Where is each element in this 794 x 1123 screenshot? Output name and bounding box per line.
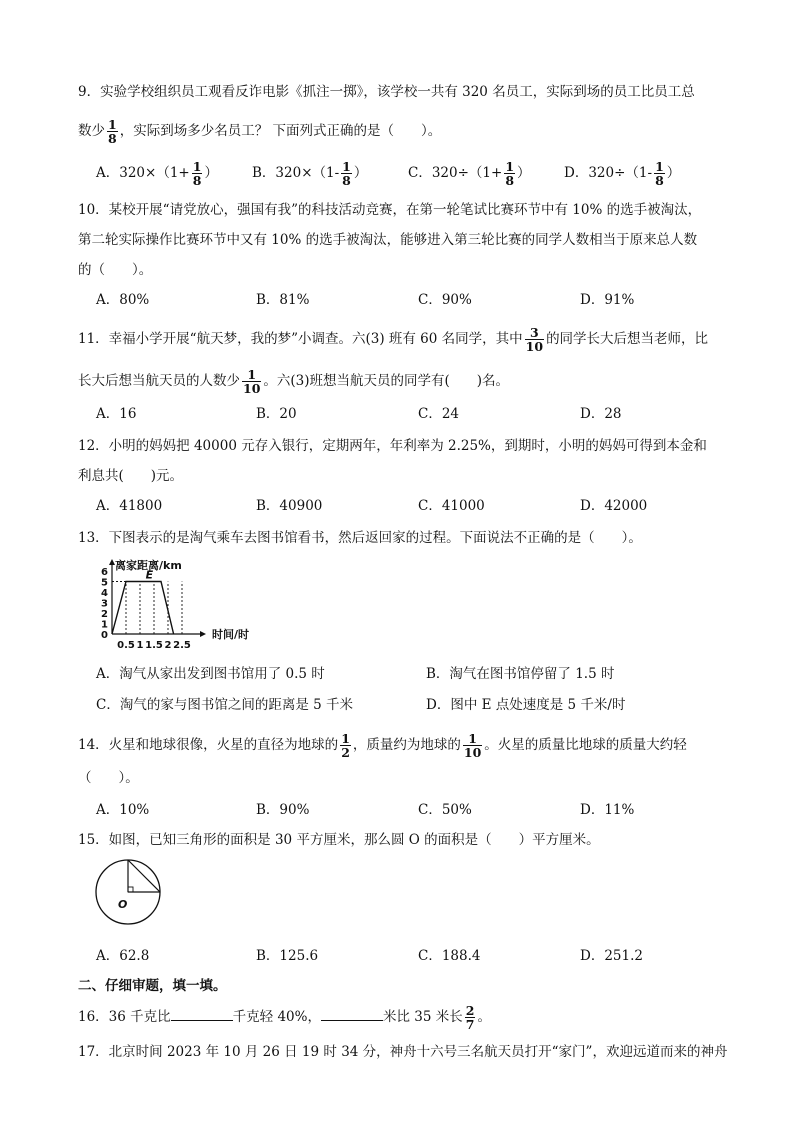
q14-line1: 14．火星和地球很像，火星的直径为地球的 $\frac{1}{2}$ ，质量约为地球的 $\frac{1}{10}$ 。火星的质量比地球的质量大约轻	[78, 731, 687, 760]
y-tick-label: 6	[101, 567, 108, 578]
q14-line2: （ ）。	[78, 770, 139, 786]
center-label: O	[118, 898, 128, 911]
q9-option-a[interactable]: A．320×（1+ $\frac{1}{8}$ ）	[96, 159, 218, 188]
x-tick-label: 1.5	[145, 640, 163, 651]
x-tick-label: 2.5	[173, 640, 191, 651]
q9-line2: 数少 $\frac{1}{8}$ ，实际到场多少名员工？ 下面列式正确的是（ ）。	[78, 117, 442, 146]
q17-line1: 17．北京时间 2023 年 10 月 26 日 19 时 34 分，神舟十六号三名航天员打开“家门”，欢迎远道而来的神舟	[78, 1044, 728, 1060]
q13-option-a[interactable]: A．淘气从家出发到图书馆用了 0.5 时	[96, 666, 325, 682]
q11-line1: 11．幸福小学开展“航天梦，我的梦”小调查。六(3) 班有 60 名同学，其中 $\frac{3}{10}$ 的同学长大后想当老师，比	[78, 325, 709, 354]
q12-line1: 12．小明的妈妈把 40000 元存入银行，定期两年，年利率为 2.25%，到期时，小明的妈妈可得到本金和	[78, 438, 707, 454]
fraction: $\frac{2}{7}$	[465, 1003, 475, 1032]
y-tick-label: 1	[101, 619, 108, 631]
q14-option-d[interactable]: D．11%	[580, 802, 635, 818]
fraction: $\frac{1}{10}$	[463, 731, 482, 760]
q10-line2: 第二轮实际操作比赛环节中又有 10% 的选手被淘汰，能够进入第三轮比赛的同学人数相当于原来总人数	[78, 232, 698, 248]
q11-option-b[interactable]: B．20	[256, 406, 297, 422]
q12-option-b[interactable]: B．40900	[256, 498, 323, 514]
distance-time-chart	[94, 556, 269, 660]
answer-blank[interactable]	[171, 1006, 233, 1021]
x-tick-label: 0.5	[117, 640, 135, 651]
q9-option-c[interactable]: C．320÷（1+ $\frac{1}{8}$ ）	[408, 159, 531, 188]
x-axis-label: 时间/时	[212, 628, 250, 641]
fraction: $\frac{1}{10}$	[243, 367, 261, 396]
q9-option-b[interactable]: B．320×（1- $\frac{1}{8}$ ）	[252, 159, 368, 188]
point-e-label: E	[145, 568, 154, 582]
q16-line: 16．36 千克比 千克轻 40%， 米比 35 米长 $\frac{2}{7}$ 。	[78, 1003, 491, 1032]
q10-line1: 10．某校开展“请党放心，强国有我”的科技活动竞赛，在第一轮笔试比赛环节中有 10% 的选手被淘汰，	[78, 202, 702, 218]
q15-option-d[interactable]: D．251.2	[580, 948, 643, 964]
q11-line2: 长大后想当航天员的人数少 $\frac{1}{10}$ 。六(3)班想当航天员的同学有( )名。	[78, 367, 510, 396]
y-tick-label: 2	[101, 609, 108, 620]
q13-option-b[interactable]: B．淘气在图书馆停留了 1.5 时	[426, 666, 615, 682]
section-heading: 二、仔细审题，填一填。	[78, 978, 227, 994]
q10-option-a[interactable]: A．80%	[96, 292, 150, 308]
q11-option-d[interactable]: D．28	[580, 406, 622, 422]
q10-option-b[interactable]: B．81%	[256, 292, 310, 308]
y-tick-label: 0	[101, 630, 108, 641]
x-tick-label: 2	[164, 640, 172, 651]
q12-option-d[interactable]: D．42000	[580, 498, 648, 514]
fraction: $\frac{1}{8}$	[108, 117, 117, 146]
q14-option-c[interactable]: C．50%	[418, 802, 472, 818]
q14-option-a[interactable]: A．10%	[96, 802, 150, 818]
q9-line1: 9．实验学校组织员工观看反诈电影《抓注一掷》，该学校一共有 320 名员工，实际到场的员工比员工总	[78, 84, 695, 100]
q12-line2: 利息共( )元。	[78, 468, 184, 484]
y-tick-label: 4	[101, 588, 108, 599]
q14-option-b[interactable]: B．90%	[256, 802, 310, 818]
q13-option-d[interactable]: D．图中 E 点处速度是 5 千米/时	[426, 697, 626, 713]
right-angle-mark	[128, 887, 133, 892]
q11-option-a[interactable]: A．16	[96, 406, 137, 422]
q13-option-c[interactable]: C．淘气的家与图书馆之间的距离是 5 千米	[96, 697, 354, 713]
distance-series-line	[112, 582, 174, 635]
y-axis-label: 离家距离/km	[115, 559, 182, 572]
x-axis-arrow	[200, 631, 206, 637]
q9-option-d[interactable]: D．320÷（1- $\frac{1}{8}$ ）	[564, 159, 681, 188]
y-tick-label: 3	[101, 598, 108, 610]
q11-option-c[interactable]: C．24	[418, 406, 460, 422]
q10-option-d[interactable]: D．91%	[580, 292, 635, 308]
q15-line1: 15．如图，已知三角形的面积是 30 平方厘米，那么圆 O 的面积是（ ）平方厘米。	[78, 832, 600, 848]
circle-triangle-figure	[94, 858, 166, 930]
q10-line3: 的（ ）。	[78, 262, 153, 278]
answer-blank[interactable]	[321, 1006, 383, 1021]
q15-option-a[interactable]: A．62.8	[96, 948, 150, 964]
q15-option-b[interactable]: B．125.6	[256, 948, 319, 964]
x-tick-label: 1	[136, 640, 144, 651]
fraction: $\frac{1}{2}$	[341, 731, 350, 760]
q12-option-c[interactable]: C．41000	[418, 498, 485, 514]
q13-line1: 13．下图表示的是淘气乘车去图书馆看书，然后返回家的过程。下面说法不正确的是（ ）。	[78, 530, 642, 546]
fraction: $\frac{3}{10}$	[525, 325, 544, 354]
q10-option-c[interactable]: C．90%	[418, 292, 472, 308]
q12-option-a[interactable]: A．41800	[96, 498, 163, 514]
q15-option-c[interactable]: C．188.4	[418, 948, 481, 964]
y-tick-label: 5	[101, 577, 108, 589]
